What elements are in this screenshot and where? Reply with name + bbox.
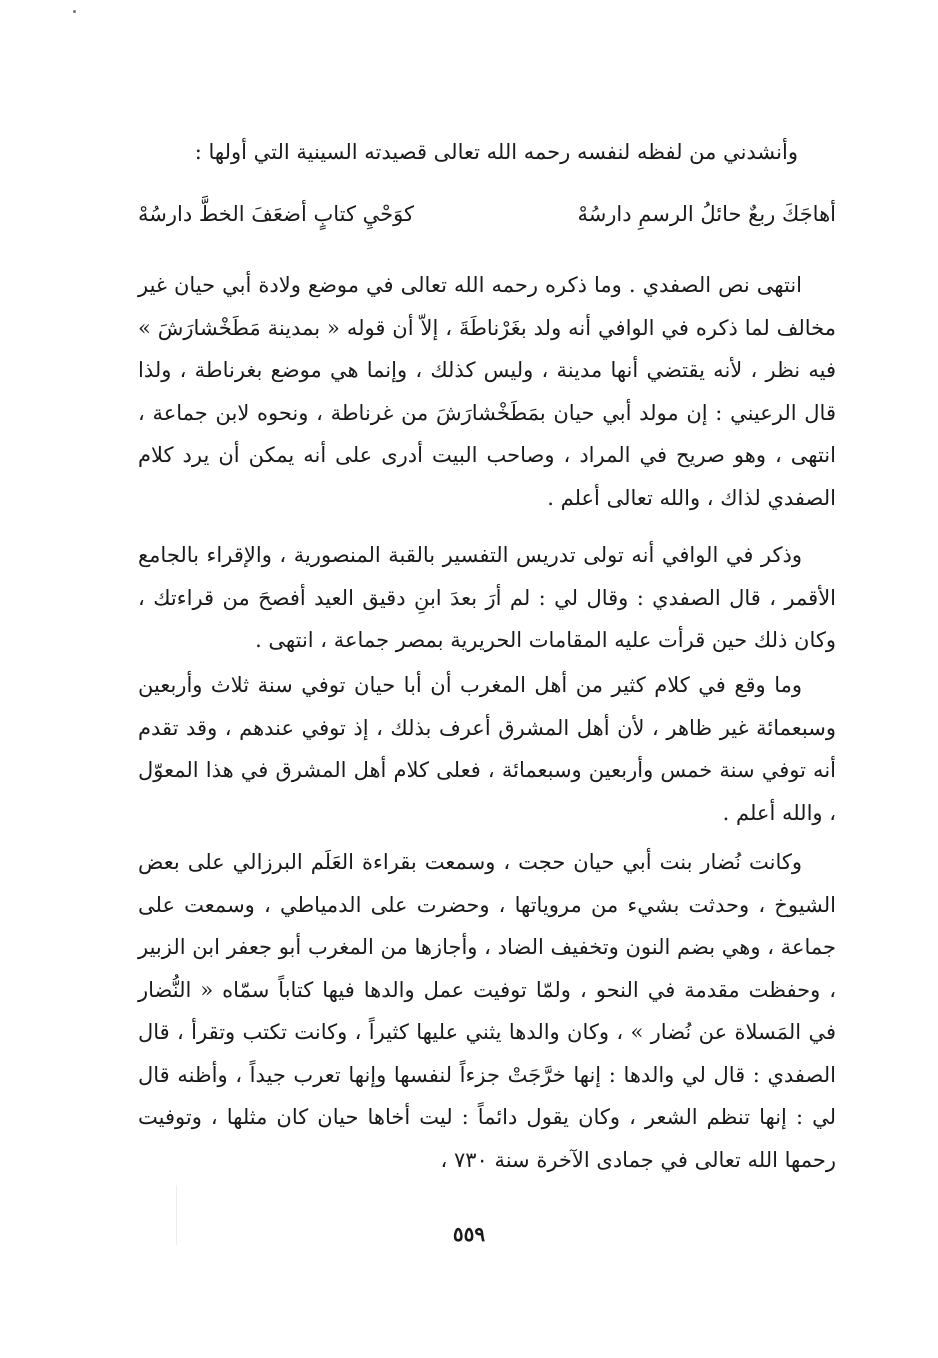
paragraph-text: وذكر في الوافي أنه تولى تدريس التفسير بالقبة المنصورية ، والإقراء بالجامع الأقمر ، قال الصفدي : وقال لي : لم أرَ بعدَ ابنِ دقيق العيد أفصحَ من قراءتك ، وكان ذلك حين قرأت عليه المقامات الحريرية بمصر جماعة ، انتهى . <box>138 543 836 652</box>
verse-second-hemistich: كوَحْيِ كتابٍ أضعَفَ الخطَّ دارسُهْ <box>138 202 414 226</box>
page-number: ٥٥٩ <box>452 1222 486 1246</box>
paragraph-death-date <box>138 664 836 834</box>
paragraph-birthplace <box>138 264 836 519</box>
paragraph-nudar <box>138 841 836 1181</box>
intro-line: وأنشدني من لفظه لنفسه رحمه الله تعالى قصيدته السينية التي أولها : <box>194 140 798 164</box>
paragraph-text: انتهى نص الصفدي . وما ذكره رحمه الله تعالى في موضع ولادة أبي حيان غير مخالف لما ذكره في الوافي أنه ولد بغَرْناطَةَ ، إلاّ أن قوله « بمدينة مَطَخْشارَشَ » فيه نظر ، لأنه يقتضي أنها مدينة ، وليس كذلك ، وإنما هي موضع بغرناطة ، ولذا قال الرعيني : إن مولد أبي حيان بمَطَخْشارَشَ من غرناطة ، ونحوه لابن جماعة ، انتهى ، وهو صريح في المراد ، وصاحب البيت أدرى على أنه يمكن أن يرد كلام الصفدي لذاك ، والله تعالى أعلم . <box>138 273 836 510</box>
paragraph-text: وما وقع في كلام كثير من أهل المغرب أن أبا حيان توفي سنة ثلاث وأربعين وسبعمائة غير ظاهر ، لأن أهل المشرق أعرف بذلك ، إذ توفي عندهم ، وقد تقدم أنه توفي سنة خمس وأربعين وسبعمائة ، فعلى كلام أهل المشرق في هذا المعوّل ، والله أعلم . <box>138 673 836 825</box>
paragraph-text: وكانت نُضار بنت أبي حيان حجت ، وسمعت بقراءة العَلَم البرزالي على بعض الشيوخ ، وحدثت بشيء من مروياتها ، وحضرت على الدمياطي ، وسمعت على جماعة ، وهي بضم النون وتخفيف الضاد ، وأجازها من المغرب أبو جعفر ابن الزبير ، وحفظت مقدمة في النحو ، ولمّا توفيت عمل والدها فيها كتاباً سمّاه « النُّضار في المَسلاة عن نُضار » ، وكان والدها يثني عليها كثيراً ، وكانت تكتب وتقرأ ، قال الصفدي : قال لي والدها : إنها خرَّجَتْ جزءاً لنفسها وإنها تعرب جيداً ، وأظنه قال لي : إنها تنظم الشعر ، وكان يقول دائماً : ليت أخاها حيان كان مثلها ، وتوفيت رحمها الله تعالى في جمادى الآخرة سنة ٧٣٠ ، <box>138 850 836 1172</box>
paragraph-teaching <box>138 534 836 662</box>
verse-first-hemistich: أهاجَكَ ربعٌ حائلُ الرسمِ دارسُهْ <box>577 202 836 226</box>
poem-verse <box>138 193 836 235</box>
scan-speck <box>73 10 76 13</box>
